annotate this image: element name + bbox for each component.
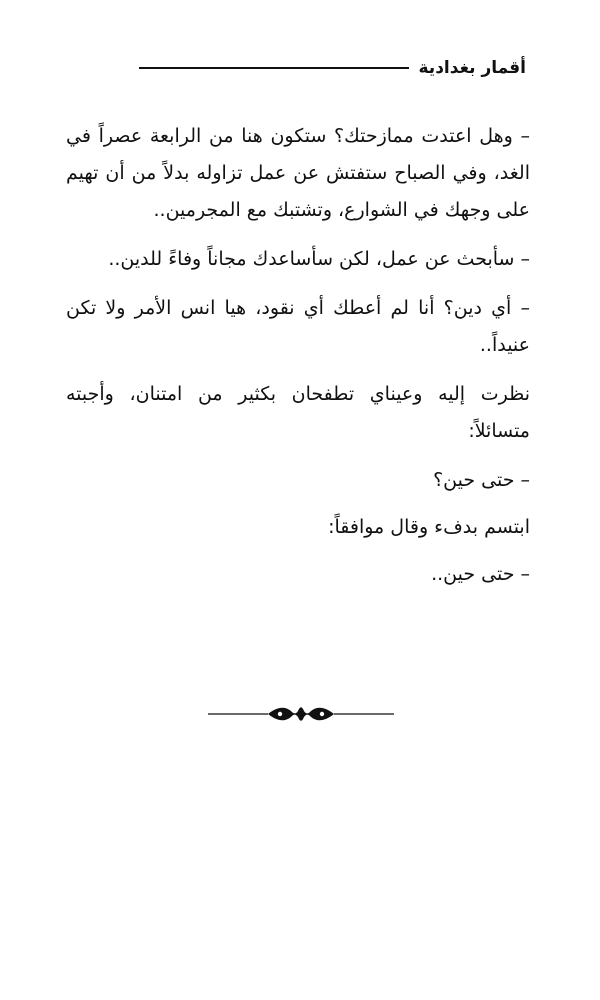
- paragraph: ابتسم بدفء وقال موافقاً:: [328, 516, 530, 538]
- running-header: [68, 58, 526, 78]
- paragraph: – أي دين؟ أنا لم أعطك أي نقود، هيا انس الأمر ولا تكن عنيداً..: [66, 297, 530, 356]
- body-text: [66, 118, 530, 603]
- header-rule: [139, 67, 409, 69]
- book-title: أقمار بغدادية: [418, 58, 526, 78]
- paragraph: – وهل اعتدت ممازحتك؟ ستكون هنا من الرابعة عصراً في الغد، وفي الصباح ستفتش عن عمل تزاوله بدلاً من أن تهيم على وجهك في الشوارع، وتشتبك مع المجرمين..: [66, 125, 530, 221]
- ornament-divider-icon: [208, 700, 394, 728]
- paragraph: نظرت إليه وعيناي تطفحان بكثير من امتنان، وأجبته متسائلاً:: [66, 383, 530, 442]
- paragraph: – حتى حين..: [431, 563, 530, 585]
- paragraph: – سأبحث عن عمل، لكن سأساعدك مجاناً وفاءً للدين..: [108, 248, 530, 270]
- paragraph: – حتى حين؟: [433, 469, 530, 491]
